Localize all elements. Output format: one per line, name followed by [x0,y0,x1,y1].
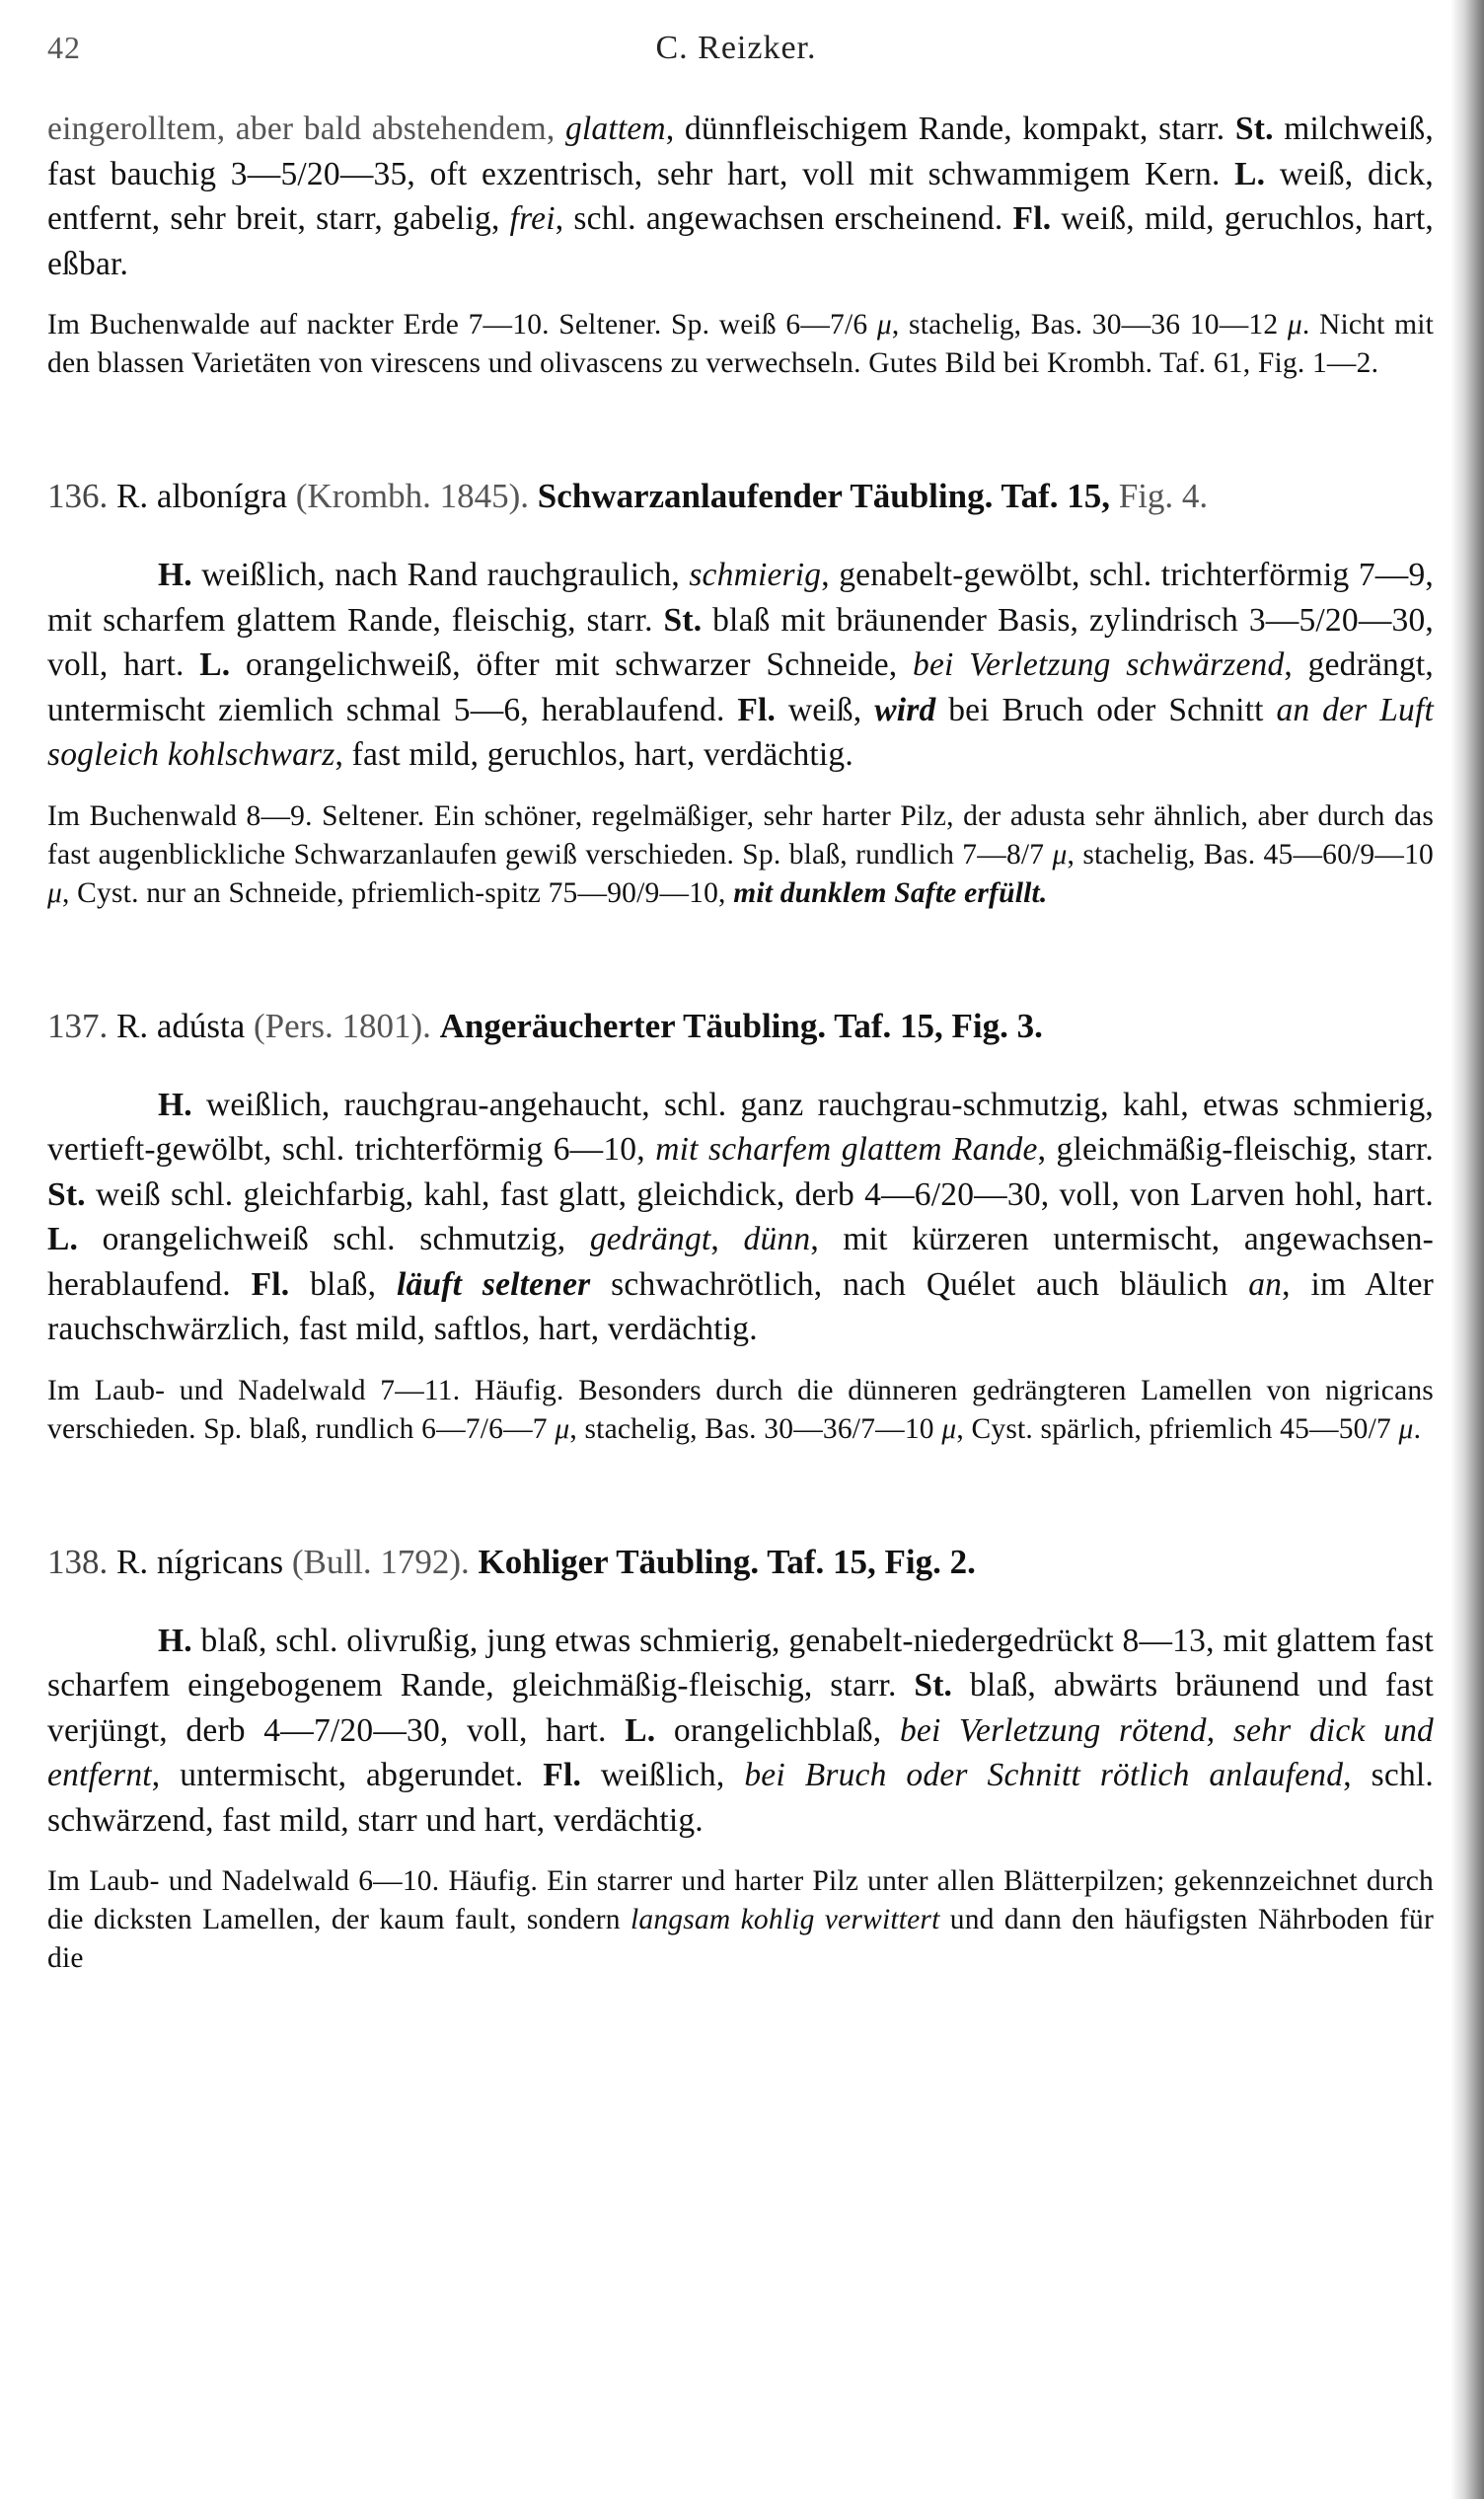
text-run: Kohliger Täubling. Taf. 15, Fig. 2. [478,1542,976,1581]
text-run: Fl. [251,1265,290,1303]
species-entry-137 [47,1004,1434,1449]
text-run: , [710,1221,744,1257]
continuation-description [47,107,1434,286]
text-run: blaß mit bräunender Basis, zylindrisch 3—5/20—30, voll, hart. [47,601,1434,683]
text-run: , stachelig, Bas. 45—60/9—10 [1067,838,1434,871]
text-run: L. [625,1711,656,1749]
text-run: Im Buchenwalde auf nackter Erde 7—10. Seltener. Sp. weiß 6—7/6 [47,309,877,341]
text-run: bei Bruch oder Schnitt rötlich anlaufend [744,1757,1344,1793]
text-run: bei Bruch oder Schnitt [935,691,1277,728]
text-run: μ [876,309,892,341]
text-run: H. [158,557,192,593]
text-run: St. [914,1667,953,1704]
text-run: (Bull. 1792). [291,1542,479,1581]
text-run: gedrängt [589,1221,711,1257]
species-entry-136 [47,474,1434,913]
text-run: , dünnfleischigem Rande, kompakt, starr. [665,111,1235,147]
text-run: an [1248,1265,1283,1303]
text-run: 138. [47,1542,116,1581]
text-run: μ [941,1412,957,1445]
entry-description [47,1619,1434,1844]
text-run: μ [1287,309,1302,341]
text-run: , schl. schwärzend, fast mild, starr und hart, verdächtig. [47,1757,1434,1839]
text-run: , fast mild, geruchlos, hart, verdächtig. [334,736,853,773]
text-run: orangelichblaß, [655,1711,900,1749]
page-header [47,30,1425,79]
text-run: orangelichweiß schl. schmutzig, [78,1221,590,1257]
text-run: , Cyst. spärlich, pfriemlich 45—50/7 [956,1412,1399,1445]
text-run: läuft seltener [396,1265,591,1303]
text-run: 136. [47,477,116,515]
entry-description [47,1083,1434,1352]
text-run: orangelichweiß, öfter mit schwarzer Schneide, [230,646,914,683]
text-run: , im Alter rauchschwärzlich, fast mild, saftlos, hart, verdächtig. [47,1265,1434,1347]
text-run: , stachelig, Bas. 30—36/7—10 [569,1412,942,1445]
text-run: (Pers. 1801). [254,1006,440,1045]
text-run: , Cyst. nur an Schneide, pfriemlich-spitz 75—90/9—10, [62,876,734,909]
text-run: , gleichmäßig-fleischig, starr. [1037,1131,1434,1168]
entry-title [47,1540,1434,1585]
entry-note [47,1862,1434,1978]
text-run: weißlich, nach Rand rauchgraulich, [191,557,690,593]
text-run: weiß, mild, geruchlos, hart, eßbar. [47,200,1434,282]
text-run: Fl. [1012,200,1052,237]
text-run: milchweiß, fast bauchig 3—5/20—35, oft exzentrisch, sehr hart, voll mit schwammigem Kern. [47,111,1434,192]
text-run: an der Luft sogleich kohlschwarz [47,691,1434,773]
entry-title [47,1004,1434,1049]
text-run: , stachelig, Bas. 30—36 10—12 [891,309,1288,341]
text-run: 137. [47,1006,116,1045]
text-run: R. nígricans [116,1542,292,1581]
text-run: Schwarzanlaufender Täubling. Taf. 15, [537,477,1119,515]
entry-title [47,474,1434,519]
text-run: μ [555,1412,570,1445]
text-run: schwachrötlich, nach Quélet auch bläulich [590,1265,1249,1303]
text-run: L. [1234,155,1266,192]
text-run: weißlich, rauchgrau-angehaucht, schl. ganz rauchgrau-schmutzig, kahl, etwas schmierig, vertieft-gewölbt, schl. trichterförmig 6—10, [47,1086,1434,1168]
text-run: weißlich, [581,1757,745,1793]
text-run: Im Laub- und Nadelwald 6—10. Häufig. Ein starrer und harter Pilz unter allen Blätterpilzen; gekennzeichnet durch die dicksten Lamellen, der kaum fault, sondern [47,1865,1434,1935]
running-head: C. Reizker. [655,30,817,66]
page-content [47,107,1434,1978]
text-run: L. [199,646,231,683]
text-run: weiß, dick, entfernt, sehr breit, starr, gabelig, [47,155,1434,237]
species-entry-138 [47,1540,1434,1979]
text-run: R. albonígra [116,477,296,515]
text-run: μ [1398,1412,1414,1445]
text-run: Fig. 4. [1118,477,1209,515]
continuation-note [47,306,1434,383]
text-run: blaß, [289,1265,397,1303]
text-run: und dann den häufigsten Nährboden für die [47,1904,1434,1974]
text-run: St. [1234,111,1274,147]
text-run: Fl. [543,1757,582,1793]
entry-description [47,553,1434,778]
text-run: blaß, schl. olivrußig, jung etwas schmierig, genabelt-niedergedrückt 8—13, mit glattem fast scharfem eingebogenem Rande, gleichmäßig-fleischig, starr. [47,1622,1434,1704]
text-run: Im Laub- und Nadelwald 7—11. Häufig. Besonders durch die dünneren gedrängteren Lamellen von nigricans verschieden. Sp. blaß, rundlich 6—7/6—7 [47,1374,1434,1445]
text-run: eingerolltem, aber bald abstehendem, [47,111,565,147]
text-run: (Krombh. 1845). [295,477,538,515]
text-run: Angeräucherter Täubling. Taf. 15, Fig. 3. [439,1006,1043,1045]
text-run: St. [663,601,703,639]
text-run: , schl. angewachsen erscheinend. [555,200,1013,237]
text-run: μ [1052,838,1068,871]
text-run: . [1413,1412,1422,1445]
text-run: H. [158,1086,192,1123]
text-run: H. [158,1622,192,1659]
text-run: , untermischt, abgerundet. [151,1757,544,1793]
text-run: μ [47,876,63,909]
text-run: langsam kohlig verwittert [630,1904,940,1935]
text-run: mit scharfem glattem Rande [655,1131,1038,1168]
text-run: , gedrängt, untermischt ziemlich schmal 5—6, herablaufend. [47,646,1434,728]
text-run: Fl. [737,691,777,728]
text-run: weiß schl. gleichfarbig, kahl, fast glatt, gleichdick, derb 4—6/20—30, voll, von Larven hohl, hart. [85,1175,1434,1213]
text-run: Im Buchenwald 8—9. Seltener. Ein schöner, regelmäßiger, sehr harter Pilz, der adusta sehr ähnlich, aber durch das fast augenblickliche Schwarzanlaufen gewiß verschieden. Sp. blaß, rundlich 7—8/7 [47,799,1434,871]
page-edge-shadow [1450,0,1484,2499]
page-number: 42 [47,30,81,65]
text-run: frei [509,200,556,237]
text-run: blaß, abwärts bräunend und fast verjüngt, derb 4—7/20—30, voll, hart. [47,1667,1434,1749]
text-run: , genabelt-gewölbt, schl. trichterförmig 7—9, mit scharfem glattem Rande, fleischig, starr. [47,557,1434,639]
text-run: . Nicht mit den blassen Varietäten von virescens und olivascens zu verwechseln. Gutes Bild bei Krombh. Taf. 61, Fig. 1—2. [47,309,1435,379]
text-run: , mit kürzeren untermischt, angewachsen-herablaufend. [47,1221,1434,1303]
text-run: weiß, [776,691,875,728]
text-run: bei Verletzung schwärzend [913,646,1285,683]
text-run: wird [874,691,936,728]
text-run: mit dunklem Safte erfüllt. [733,876,1048,909]
entry-note [47,797,1434,913]
text-run: St. [47,1175,86,1213]
text-run: schmierig [689,557,822,593]
text-run: bei Verletzung rötend, sehr dick und entfernt [47,1711,1434,1793]
entry-note [47,1372,1434,1449]
text-run: R. adústa [116,1006,255,1045]
text-run: dünn [743,1221,811,1257]
text-run: L. [47,1221,79,1257]
text-run: glattem [564,111,666,147]
